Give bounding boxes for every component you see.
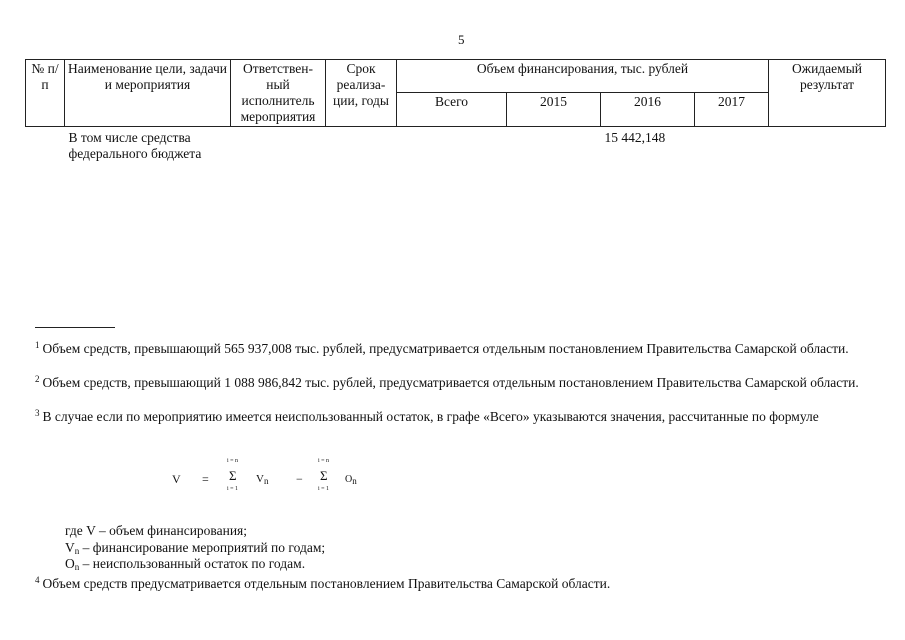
formula-minus: −: [296, 472, 303, 486]
cell-result: [769, 127, 886, 166]
formula: [170, 456, 380, 496]
cell-responsible: [231, 127, 326, 166]
footnote-4: [35, 572, 885, 592]
footnote-1-number: 1: [35, 340, 40, 350]
page-number: 5: [458, 32, 465, 47]
cell-name: В том числе средства федерального бюджета: [68, 130, 202, 161]
footnote-3-text: В случае если по мероприятию имеется неиспользованный остаток, в графе «Всего» указываются значения, рассчитанные по формуле: [42, 409, 819, 424]
footnote-3: [35, 405, 885, 425]
legend-3-text: – неиспользованный остаток по годам.: [79, 556, 306, 571]
footnote-rule: [35, 327, 115, 328]
formula-sum2-var: O: [345, 474, 353, 485]
cell-2017: [695, 127, 769, 166]
footnote-4-number: 4: [35, 575, 40, 585]
header-financing: Объем финансирования, тыс. рублей: [397, 60, 769, 93]
header-result: Ожидаемый результат: [769, 60, 886, 127]
cell-term: [326, 127, 397, 166]
footnote-2: [35, 371, 885, 391]
header-2017: 2017: [695, 93, 769, 127]
footnote-3-number: 3: [35, 408, 40, 418]
formula-equals: =: [202, 472, 209, 486]
legend-3-sub: n: [74, 562, 80, 572]
legend-2-text: – финансирование мероприятий по годам;: [79, 540, 326, 555]
cell-total: [397, 127, 507, 166]
formula-sum2-lower: i = 1: [318, 486, 330, 492]
formula-sum1-var: V: [256, 473, 264, 485]
formula-lhs: V: [172, 472, 181, 486]
formula-sigma-2: Σ: [320, 468, 328, 483]
formula-sum2-term: [345, 474, 357, 486]
footnote-1: [35, 337, 885, 357]
formula-sum1-upper: i = n: [227, 458, 239, 464]
legend-2-prefix: V: [65, 540, 75, 555]
header-total: Всего: [397, 93, 507, 127]
legend-1-prefix: где V: [65, 523, 96, 538]
formula-sum2-upper: i = n: [318, 458, 330, 464]
cell-2015: [507, 127, 601, 166]
header-responsible: Ответствен-ный исполнитель мероприятия: [231, 60, 326, 127]
footnote-1-text: Объем средств, превышающий 565 937,008 тыс. рублей, предусматривается отдельным постановлением Правительства Самарской области.: [42, 341, 849, 356]
footnote-4-text: Объем средств предусматривается отдельным постановлением Правительства Самарской области.: [42, 576, 611, 591]
header-num: № п/п: [26, 60, 65, 127]
legend-line-1: [65, 523, 247, 539]
formula-sigma-1: Σ: [229, 468, 237, 483]
header-2016: 2016: [601, 93, 695, 127]
table-row: [26, 127, 886, 166]
formula-sum2-sub: n: [352, 476, 357, 486]
legend-1-text: – объем финансирования;: [95, 523, 248, 538]
footnote-2-number: 2: [35, 374, 40, 384]
cell-2016: 15 442,148: [604, 130, 666, 145]
cell-num: [26, 127, 65, 166]
footnote-2-text: Объем средств, превышающий 1 088 986,842 тыс. рублей, предусматривается отдельным постановлением Правительства Самарской области.: [42, 375, 859, 390]
formula-sum1-sub: n: [263, 476, 269, 486]
legend-3-prefix: O: [65, 556, 75, 571]
legend-2-sub: n: [74, 546, 80, 556]
formula-sum1-lower: i = 1: [227, 486, 239, 492]
formula-sum1-term: [256, 473, 268, 486]
header-term: Срок реализа-ции, годы: [326, 60, 397, 127]
financing-table: [25, 59, 886, 165]
header-name: Наименование цели, задачи и мероприятия: [65, 60, 231, 127]
header-2015: 2015: [507, 93, 601, 127]
